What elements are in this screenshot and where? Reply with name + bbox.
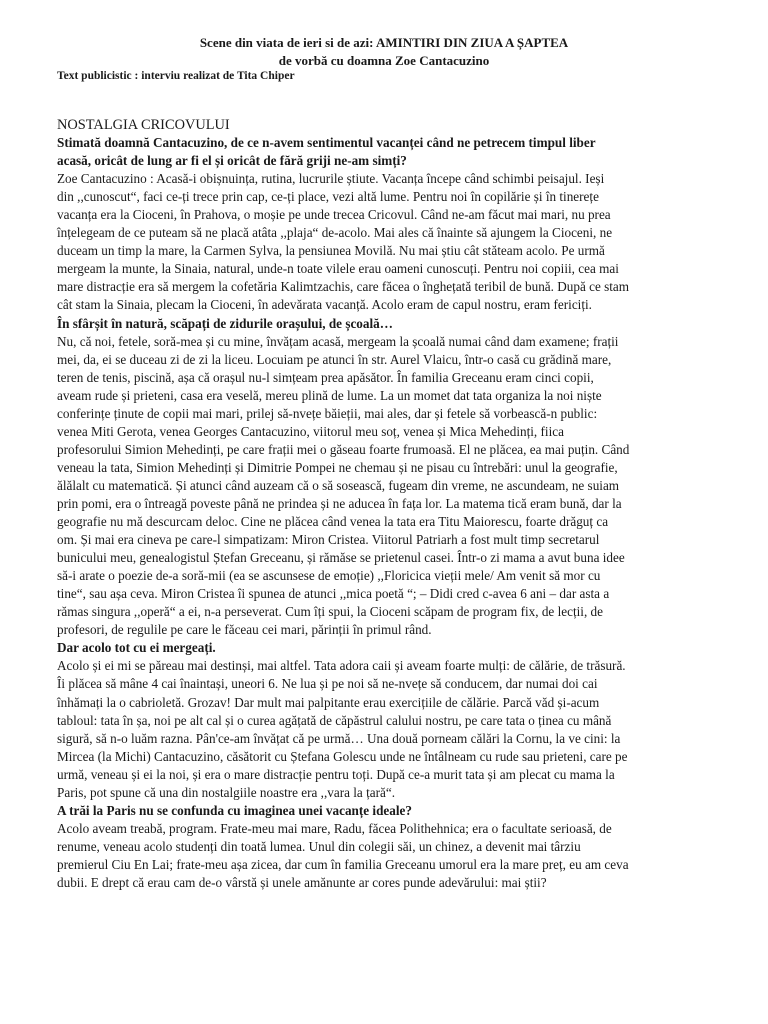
interview-answer-line: geografie nu mă descurcam deloc. Cine ne plăcea când venea la tata era Titu Maiorescu, foarte drăguț ca xyxy=(57,514,609,530)
interview-answer-line: tabloul: tata în șa, noi pe alt cal și o curea agățată de căpăstrul calului nostru, pe care tata o ținea cu mână xyxy=(57,712,612,728)
interview-answer-line: Îi plăcea să mâne 4 cai înaintași, uneori 6. Ne lua și pe noi să ne-nvețe să conducem, dar numai doi cai xyxy=(57,676,598,692)
interview-answer-line: Paris, pot spune că una din nostalgiile noastre era ,,vara la țară“. xyxy=(57,784,395,800)
interview-answer-line: rămas singura ,,operă“ a ei, n-a perseverat. Cum îți spui, la Cioceni scăpam de program fix, de lecții, de xyxy=(57,604,603,620)
interview-answer-line: conferințe ținute de copii mai mari, prilej să-nvețe băieții, mai ales, dar și fetele să vorbească-n public: xyxy=(57,405,598,421)
interview-question-line: Stimată doamnă Cantacuzino, de ce n-avem sentimentul vacanței când ne petrecem timpul liber xyxy=(57,135,596,151)
interview-answer-line: din ,,cunoscut“, faci ce-ți trece prin cap, ce-ți place, vezi altă lume. Pentru noi în copilărie și în tinerețe xyxy=(57,189,599,205)
interview-answer-line: cât stam la Sinaia, plecam la Cioceni, în adevărata vacanță. Acolo eram de capul nostru, eram fericiți. xyxy=(57,297,592,313)
title-line-1: Scene din viata de ieri si de azi: AMINTIRI DIN ZIUA A ȘAPTEA xyxy=(199,35,569,50)
interview-answer-line: om. Și mai era cineva pe care-l simpatizam: Miron Cristea. Viitorul Patriarh a fost mult timp secretarul xyxy=(57,532,600,548)
interview-answer-line: mare distracție era să mergem la cofetăria Kalimtzachis, care făcea o înghețată teribil de bună. După ce stam xyxy=(57,279,630,295)
interview-answer-line: urmă, veneau și ei la noi, și era o mare distracție pentru toți. După ce-a murit tata și am plecat cu mama la xyxy=(57,766,615,782)
interview-answer-line: aveam rude și prieteni, casa era veselă, mereu plină de lume. La un momet dat tata organiza la noi niște xyxy=(57,387,602,403)
interview-answer-line: Acolo și ei mi se păreau mai destinși, mai altfel. Tata adora caii și aveam foarte mulți: de călărie, de trăsură. xyxy=(57,658,626,674)
interview-answer-line: duceam un timp la mare, la Carmen Sylva, la pensiunea Movilă. Nu mai știu cât stăteam acolo. Pe urmă xyxy=(57,243,605,259)
interview-answer-line: Nu, că noi, fetele, soră-mea și cu mine, învățam acasă, mergeam la școală numai când dam examene; frații xyxy=(57,333,619,349)
article-body xyxy=(57,116,727,892)
document-title xyxy=(0,34,768,70)
title-line-2: de vorbă cu doamna Zoe Cantacuzino xyxy=(278,53,490,68)
interview-answer-line: Mircea (la Michi) Cantacuzino, căsătorit cu Ștefana Golescu unde ne întâlneam cu rude sau prieteni, care pe xyxy=(57,748,628,764)
interview-answer-line: înhămați la o cabrioletă. Grozav! Dar mult mai palpitante erau exercițiile de călărie. Parcă văd și-acum xyxy=(57,694,600,710)
interview-answer-line: veneau la tata, Simion Mehedinți și Dimitrie Pompei ne chemau și ne pisau cu întrebări: unul la geografie, xyxy=(57,459,618,475)
document-subtitle: Text publicistic : interviu realizat de Tita Chiper xyxy=(57,70,295,82)
interview-answer-line: sigură, să n-o luăm razna. Pân'ce-am învățat că pe urmă… Una două porneam călări la Cornu, la ve cini: la xyxy=(57,730,621,746)
interview-question-line: acasă, oricât de lung ar fi el și oricât de fără griji ne-am simți? xyxy=(57,153,407,169)
interview-answer-line: vacanța era la Cioceni, în Prahova, o moșie pe unde trecea Cricovul. Când ne-am făcut mai mari, nu prea xyxy=(57,207,611,223)
interview-answer-line: teren de tenis, piscină, așa că orașul nu-l simțeam prea apăsător. În familia Greceanu eram cinci copii, xyxy=(57,369,594,385)
interview-question-line: În sfârșit în natură, scăpați de zidurile orașului, de școală… xyxy=(57,315,393,331)
interview-answer-line: bunicului meu, genealogistul Ștefan Greceanu, și rămăse se prietenul casei. Într-o zi mama a avut buna idee xyxy=(57,550,625,566)
interview-answer-line: profesorului Simion Mehedinți, pe care frații mei o găseau foarte frumoasă. El ne plăcea, ea mai puțin. Când xyxy=(57,441,630,457)
interview-answer-line: Zoe Cantacuzino : Acasă-i obișnuința, rutina, lucrurile știute. Vacanța începe când schimbi peisajul. Ieși xyxy=(57,171,605,187)
interview-answer-line: Acolo aveam treabă, program. Frate-meu mai mare, Radu, făcea Polithehnica; era o facultate serioasă, de xyxy=(57,820,612,836)
interview-answer-line: profesori, de regulile pe care le făceau cei mari, părinții în primul rând. xyxy=(57,622,432,638)
interview-answer-line: să-i arate o poezie de-a soră-mii (ea se ascunsese de emoție) ,,Floricica vieții mele/ Am venit să mor cu xyxy=(57,568,601,584)
interview-answer-line: venea Miti Gerota, venea Georges Cantacuzino, viitorul meu soț, venea și Mica Mehedinți, fiica xyxy=(57,423,564,439)
interview-answer-line: dubii. E drept că erau cam de-o vârstă și unele amănunte ar cores punde adevărului: mai știi? xyxy=(57,874,547,890)
interview-answer-line: renume, veneau acolo studenți din toată lumea. Unul din colegii săi, un chinez, a devenit mai târziu xyxy=(57,838,581,854)
interview-answer-line: tine“, sau așa ceva. Miron Cristea îi spunea de atunci ,,mica poetă “; – Didi cred c-avea 6 ani – dar asta a xyxy=(57,586,610,602)
interview-answer-line: mergeam la munte, la Sinaia, natural, unde-n toate vilele erau oameni cunoscuți. Pentru noi copiii, cea mai xyxy=(57,261,619,277)
interview-answer-line: înțelegeam de ce puteam să ne placă atâta ,,plaja“ de-acolo. Mai ales că înainte să ajungem la Cioceni, ne xyxy=(57,225,613,241)
interview-answer-line: ălălalt cu matematică. Și atunci când auzeam că o să sosească, fugeam din vreme, ne ascundeam, ne suiam xyxy=(57,477,620,493)
interview-answer-line: premierul Ciu En Lai; frate-meu așa zicea, dar cum în familia Greceanu umorul era la mare preț, eu am ceva xyxy=(57,856,629,872)
interview-answer-line: prin pomi, era o întreagă poveste până ne prindea și ne aducea în fața lor. La matema tică eram bună, dar la xyxy=(57,495,622,511)
section-heading: NOSTALGIA CRICOVULUI xyxy=(57,117,230,133)
interview-question-line: Dar acolo tot cu ei mergeați. xyxy=(57,640,216,656)
interview-answer-line: mei, da, ei se duceau zi de zi la liceu. Locuiam pe atunci în str. Aurel Vlaicu, într-o casă cu grădină mare, xyxy=(57,351,612,367)
interview-question-line: A trăi la Paris nu se confunda cu imaginea unei vacanțe ideale? xyxy=(57,802,412,818)
